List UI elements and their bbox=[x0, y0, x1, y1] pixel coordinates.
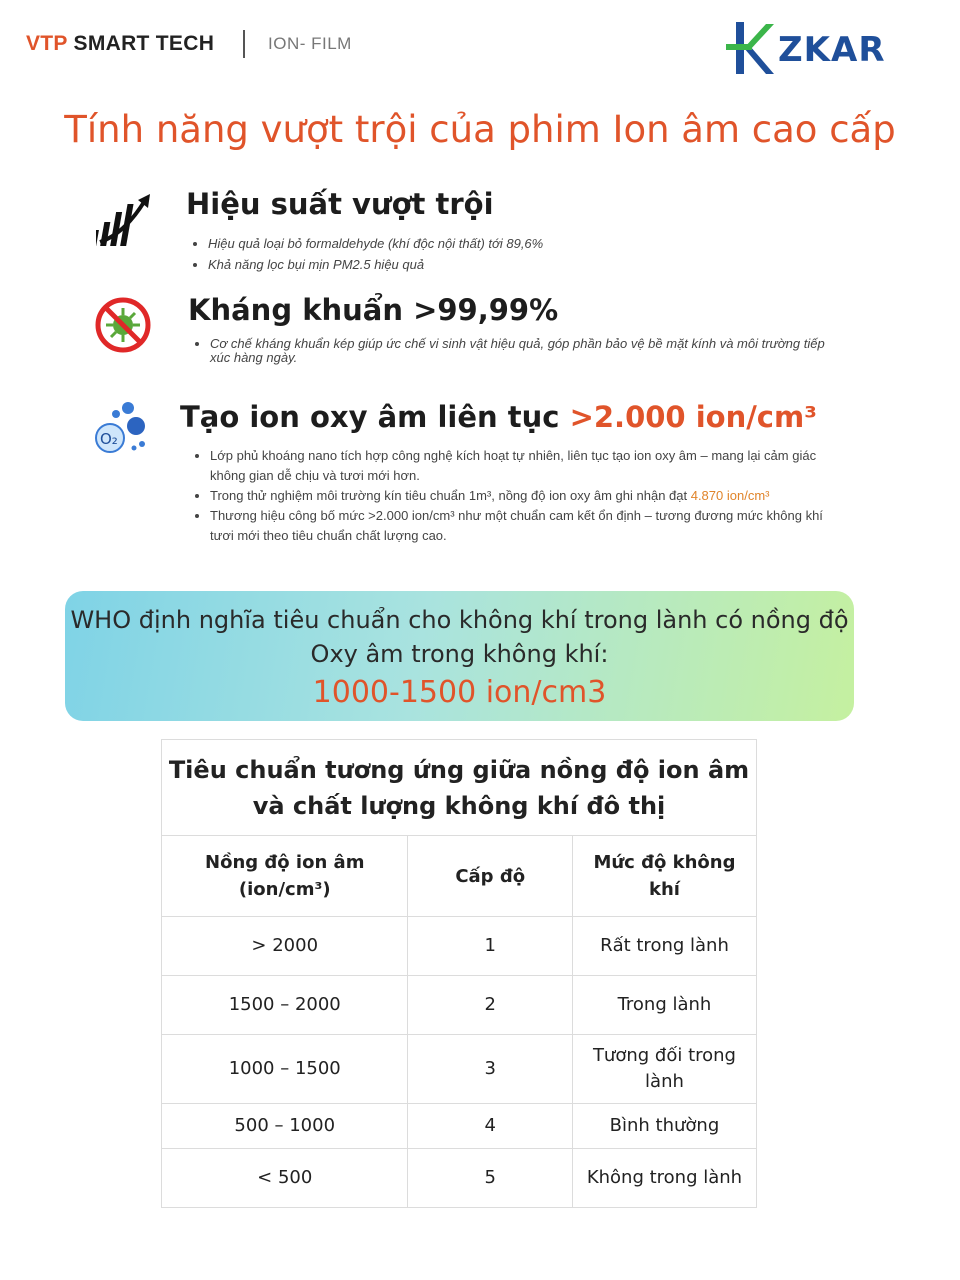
table-cell: 1 bbox=[408, 917, 572, 976]
table-cell: Tương đối trong lành bbox=[572, 1035, 756, 1104]
table-cell: 500 – 1000 bbox=[162, 1104, 408, 1149]
header-subtitle: ION- FILM bbox=[268, 34, 352, 53]
ion-standards-table bbox=[161, 739, 757, 1208]
feature-heading-antibacterial: Kháng khuẩn >99,99% bbox=[188, 293, 559, 327]
table-row bbox=[162, 976, 757, 1035]
table-row bbox=[162, 1035, 757, 1104]
list-item: • Lớp phủ khoáng nano tích hợp công nghệ kích hoạt tự nhiên, liên tục tạo ion oxy âm – mang lại cảm giác không gian dễ chịu và tươi mới hơn. bbox=[210, 446, 836, 486]
table-cell: Bình thường bbox=[572, 1104, 756, 1149]
feature-bullets-ion bbox=[196, 446, 836, 546]
feature-heading-ion bbox=[180, 400, 817, 434]
table-row bbox=[162, 1149, 757, 1208]
feature-heading-ion-text: Tạo ion oxy âm liên tục bbox=[180, 400, 570, 434]
brand-vtp: VTP bbox=[26, 32, 68, 55]
table-cell: 3 bbox=[408, 1035, 572, 1104]
ion-measurement-highlight: 4.870 ion/cm³ bbox=[690, 488, 770, 503]
table-header-concentration: Nồng độ ion âm (ion/cm³) bbox=[162, 836, 408, 917]
table-cell: 1500 – 2000 bbox=[162, 976, 408, 1035]
list-item: • Cơ chế kháng khuẩn kép giúp ức chế vi sinh vật hiệu quả, góp phần bảo vệ bề mặt kính và môi trường tiếp xúc hàng ngày. bbox=[210, 337, 840, 365]
list-item: • Khả năng lọc bụi mịn PM2.5 hiệu quả bbox=[208, 254, 848, 275]
table-cell: Trong lành bbox=[572, 976, 756, 1035]
oxygen-bubbles-icon bbox=[92, 398, 150, 456]
table-header-level: Cấp độ bbox=[408, 836, 572, 917]
table-cell: 1000 – 1500 bbox=[162, 1035, 408, 1104]
svg-text:O₂: O₂ bbox=[100, 430, 118, 448]
table-row bbox=[162, 1104, 757, 1149]
who-standard-value: 1000-1500 ion/cm3 bbox=[312, 675, 607, 710]
table-cell: 5 bbox=[408, 1149, 572, 1208]
list-item: • Hiệu quả loại bỏ formaldehyde (khí độc nội thất) tới 89,6% bbox=[208, 233, 848, 254]
zkar-logo bbox=[722, 18, 922, 78]
zkar-logo-text: ZKAR bbox=[778, 30, 886, 70]
list-item-text: Trong thử nghiệm môi trường kín tiêu chuẩn 1m³, nồng độ ion oxy âm ghi nhận đạt bbox=[210, 488, 691, 503]
who-standard-box bbox=[65, 591, 854, 721]
feature-heading-ion-accent: >2.000 ion/cm³ bbox=[569, 400, 817, 434]
feature-bullets-performance bbox=[194, 233, 848, 275]
table-caption: Tiêu chuẩn tương ứng giữa nồng độ ion âm và chất lượng không khí đô thị bbox=[162, 740, 757, 836]
brand-smart-tech: SMART TECH bbox=[67, 32, 215, 55]
table-cell: Rất trong lành bbox=[572, 917, 756, 976]
header-divider bbox=[243, 30, 245, 58]
list-item bbox=[210, 486, 836, 506]
chart-growth-icon bbox=[96, 190, 152, 250]
feature-bullets-antibacterial bbox=[196, 337, 840, 365]
feature-heading-performance: Hiệu suất vượt trội bbox=[186, 187, 494, 221]
table-cell: Không trong lành bbox=[572, 1149, 756, 1208]
who-standard-text: WHO định nghĩa tiêu chuẩn cho không khí trong lành có nồng độ Oxy âm trong không khí: bbox=[70, 606, 849, 668]
table-row bbox=[162, 917, 757, 976]
page-title: Tính năng vượt trội của phim Ion âm cao cấp bbox=[64, 108, 896, 151]
zkar-logo-mark-icon bbox=[722, 18, 782, 78]
table-cell: 2 bbox=[408, 976, 572, 1035]
table-header-air-quality: Mức độ không khí bbox=[572, 836, 756, 917]
table-cell: > 2000 bbox=[162, 917, 408, 976]
no-virus-icon bbox=[94, 296, 152, 354]
table-cell: < 500 bbox=[162, 1149, 408, 1208]
table-header-row bbox=[162, 836, 757, 917]
brand-name bbox=[26, 32, 214, 56]
table-cell: 4 bbox=[408, 1104, 572, 1149]
list-item: • Thương hiệu công bố mức >2.000 ion/cm³ như một chuẩn cam kết ổn định – tương đương mức không khí tươi mới theo tiêu chuẩn chất lượng cao. bbox=[210, 506, 836, 546]
